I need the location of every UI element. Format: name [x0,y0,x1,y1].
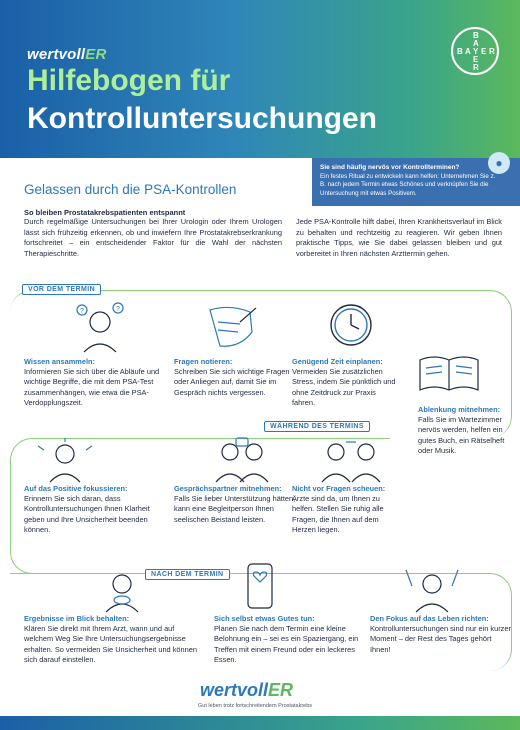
tip-partner: Gesprächspartner mitnehmen: Falls Sie lieber Unterstützung hätten, kann eine Begleitperson Ihnen seelischen Beistand leisten. [174,484,296,524]
footer-tagline: Gut leben trotz fortschreitendem Prostatakrebs [198,703,313,709]
footer-logo: wertvollER [200,680,294,700]
doctor-patient-icon [318,436,384,484]
svg-text:?: ? [116,306,120,313]
two-people-icon [210,436,274,484]
page-title-line1: Hilfebogen für [27,64,231,97]
cheering-person-icon [402,566,462,614]
lightbulb-icon: ● [488,152,510,174]
thinking-person-icon [70,300,130,354]
tip-fragen: Fragen notieren: Schreiben Sie sich wichtige Fragen oder Anliegen auf, damit Sie im Gespräch nichts vergessen. [174,357,290,397]
section-subhead: Gelassen durch die PSA-Kontrollen [24,182,237,197]
binoculars-person-icon [92,568,152,614]
tip-wissen: Wissen ansammeln: Informieren Sie sich über die Abläufe und wichtige Begriffe, die mit dem PSA-Test zusammenhängen, wie etwa die PSA-Verdopplungszeit. [24,357,160,407]
section-label-before: VOR DEM TERMIN [22,284,101,295]
bayer-logo: B A B A Y E R E R [451,27,499,75]
book-icon [416,352,482,396]
tip-zeit: Genügend Zeit einplanen: Vermeiden Sie zusätzlichen Stress, indem Sie pünktlich und ohne Zeitdruck zur Praxis fahren. [292,357,396,407]
tip-fokus: Den Fokus auf das Leben richten: Kontrolluntersuchungen sind nur ein kurzer Moment – der Rest des Tages gehört Ihnen! [370,614,511,654]
intro-right-text: Jede PSA-Kontrolle hilft dabei, Ihren Krankheitsverlauf im Blick zu behalten und rechtzeitig zu reagieren. Wir geben Ihnen praktische Tipps, wie Sie dabei gelassen bleiben und gut vorbereitet in Ihren nächsten Arzttermin gehen. [296,217,502,258]
positive-person-icon [30,436,100,484]
header-banner [0,0,520,158]
section-label-after: NACH DEM TERMIN [145,569,230,580]
intro-left-text: Durch regelmäßige Untersuchungen bei Ihrer Urologin oder Ihrem Urologen lässt sich frühzeitig erkennen, ob und inwiefern Ihre Prostatakrebserkrankung fortschreitet – ein entscheidender Faktor für die Wahl der nächsten Therapieschritte. [24,217,282,258]
svg-text:?: ? [80,308,84,315]
tip-positiv: Auf das Positive fokussieren: Erinnern Sie sich daran, dass Kontrolluntersuchungen Ihnen Klarheit geben und Ihre Unsicherheit beenden können. [24,484,150,534]
phone-heart-icon [232,560,288,614]
footer-bar [0,716,520,730]
brand-logo: wertvollER [27,46,107,63]
tip-ergebnisse: Ergebnisse im Blick behalten: Klären Sie direkt mit Ihrem Arzt, wann und auf welchem Weg Sie Ihre Untersuchungsergebnisse erhalten. So vermeiden Sie Unsicherheit und können sich darauf einstellen. [24,614,197,664]
tip-gutes: Sich selbst etwas Gutes tun: Planen Sie nach dem Termin eine kleine Belohnung ein – sei es ein Spaziergang, ein Treffen mit einem Freund oder ein leckeres Essen. [214,614,359,664]
tip-box [312,158,520,206]
tip-ablenkung: Ablenkung mitnehmen: Falls Sie im Wartezimmer nervös werden, helfen ein gutes Buch, ein Rätselheft oder Musik. [418,405,505,455]
page-title-line2: Kontrolluntersuchungen [27,102,377,135]
tip-nicht: Nicht vor Fragen scheuen: Ärzte sind da, um Ihnen zu helfen. Stellen Sie ruhig alle Fragen, die Ihnen auf dem Herzen liegen. [292,484,386,534]
tip-text: Ein festes Ritual zu entwickeln kann helfen: Unternehmen Sie z. B. nach jedem Termin etwas Schönes und verknüpfen Sie die Untersuchung mit etwas Positivem. [320,173,496,197]
section-label-during: WÄHREND DES TERMINS [264,421,370,432]
notes-scroll-icon [200,302,262,356]
intro-bold: So bleiben Prostatakrebspatienten entspannt [24,208,186,217]
clock-icon [326,300,376,350]
tip-question: Sie sind häufig nervös vor Kontrollterminen? [320,164,460,171]
